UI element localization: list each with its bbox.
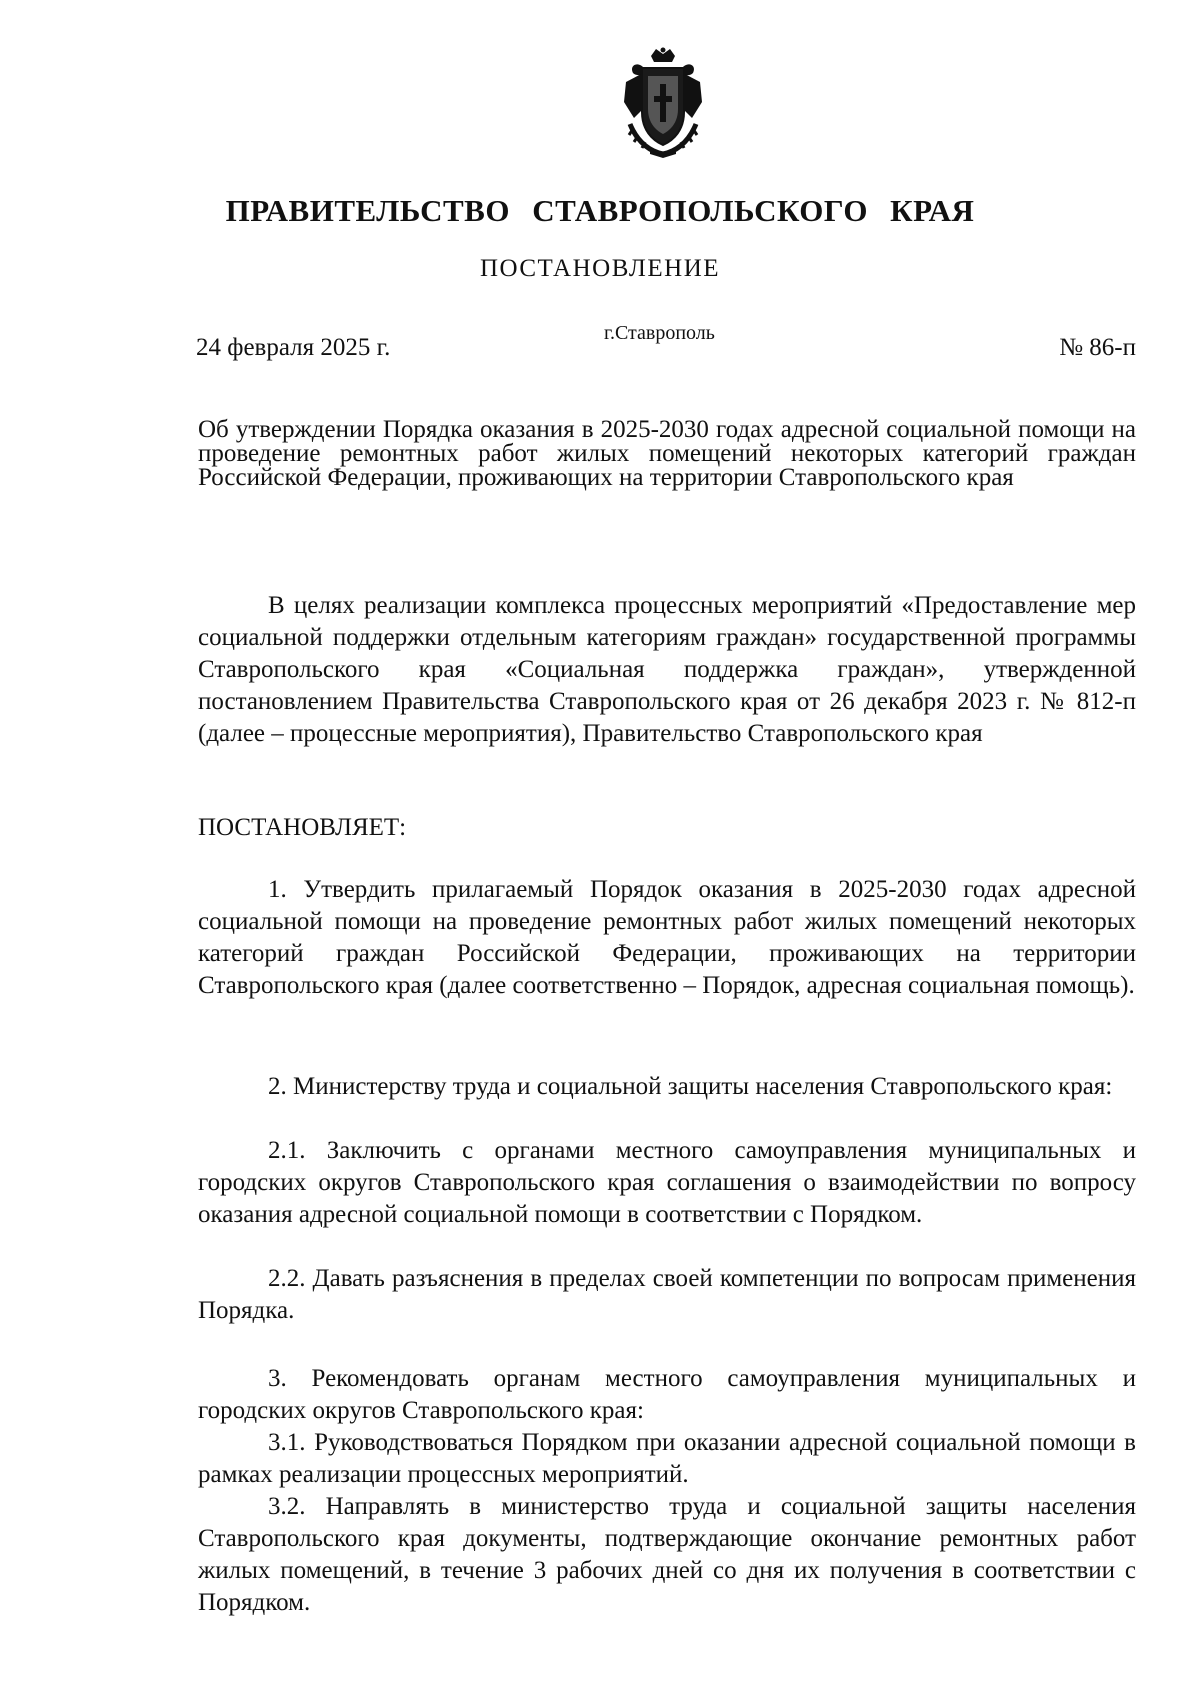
document-date: 24 февраля 2025 г. [196, 334, 391, 361]
government-title: ПРАВИТЕЛЬСТВО СТАВРОПОЛЬСКОГО КРАЯ [225, 193, 975, 228]
paragraph-3: 3. Рекомендовать органам местного самоуправления муниципальных и городских округов Ставропольского края: [198, 1365, 1136, 1424]
document-title: Об утверждении Порядка оказания в 2025-2030 годах адресной социальной помощи на проведение ремонтных работ жилых помещений некоторых категорий граждан Российской Федерации, проживающих на территории Ставропольского края [198, 416, 1136, 491]
paragraph-3-1: 3.1. Руководствоваться Порядком при оказании адресной социальной помощи в рамках реализации процессных мероприятий. [198, 1429, 1136, 1488]
document-city: г.Ставрополь [604, 322, 715, 344]
coat-of-arms-icon [620, 46, 706, 158]
paragraph-2-1: 2.1. Заключить с органами местного самоуправления муниципальных и городских округов Ставропольского края соглашения о взаимодействии по вопросу оказания адресной социальной помощи в соответствии с Порядком. [198, 1137, 1136, 1228]
decree-heading: ПОСТАНОВЛЯЕТ: [198, 814, 407, 841]
paragraph-2: 2. Министерству труда и социальной защиты населения Ставропольского края: [268, 1073, 1113, 1100]
paragraph-3-2: 3.2. Направлять в министерство труда и социальной защиты населения Ставропольского края документы, подтверждающие окончание ремонтных работ жилых помещений, в течение 3 рабочих дней со дня их получения в соответствии с Порядком. [198, 1493, 1136, 1616]
paragraph-1: 1. Утвердить прилагаемый Порядок оказания в 2025-2030 годах адресной социальной помощи на проведение ремонтных работ жилых помещений некоторых категорий граждан Российской Федерации, проживающих на территории Ставропольского края (далее соответственно – Порядок, адресная социальная помощь). [198, 876, 1136, 999]
document-number: № 86-п [1059, 334, 1136, 361]
intro-paragraph: В целях реализации комплекса процессных мероприятий «Предоставление мер социальной поддержки отдельным категориям граждан» государственной программы Ставропольского края «Социальная поддержка граждан», утвержденной постановлением Правительства Ставропольского края от 26 декабря 2023 г. № 812-п (далее – процессные мероприятия), Правительство Ставропольского края [198, 592, 1136, 747]
document-type: ПОСТАНОВЛЕНИЕ [479, 255, 721, 282]
paragraph-2-2: 2.2. Давать разъяснения в пределах своей компетенции по вопросам применения Порядка. [198, 1265, 1136, 1324]
